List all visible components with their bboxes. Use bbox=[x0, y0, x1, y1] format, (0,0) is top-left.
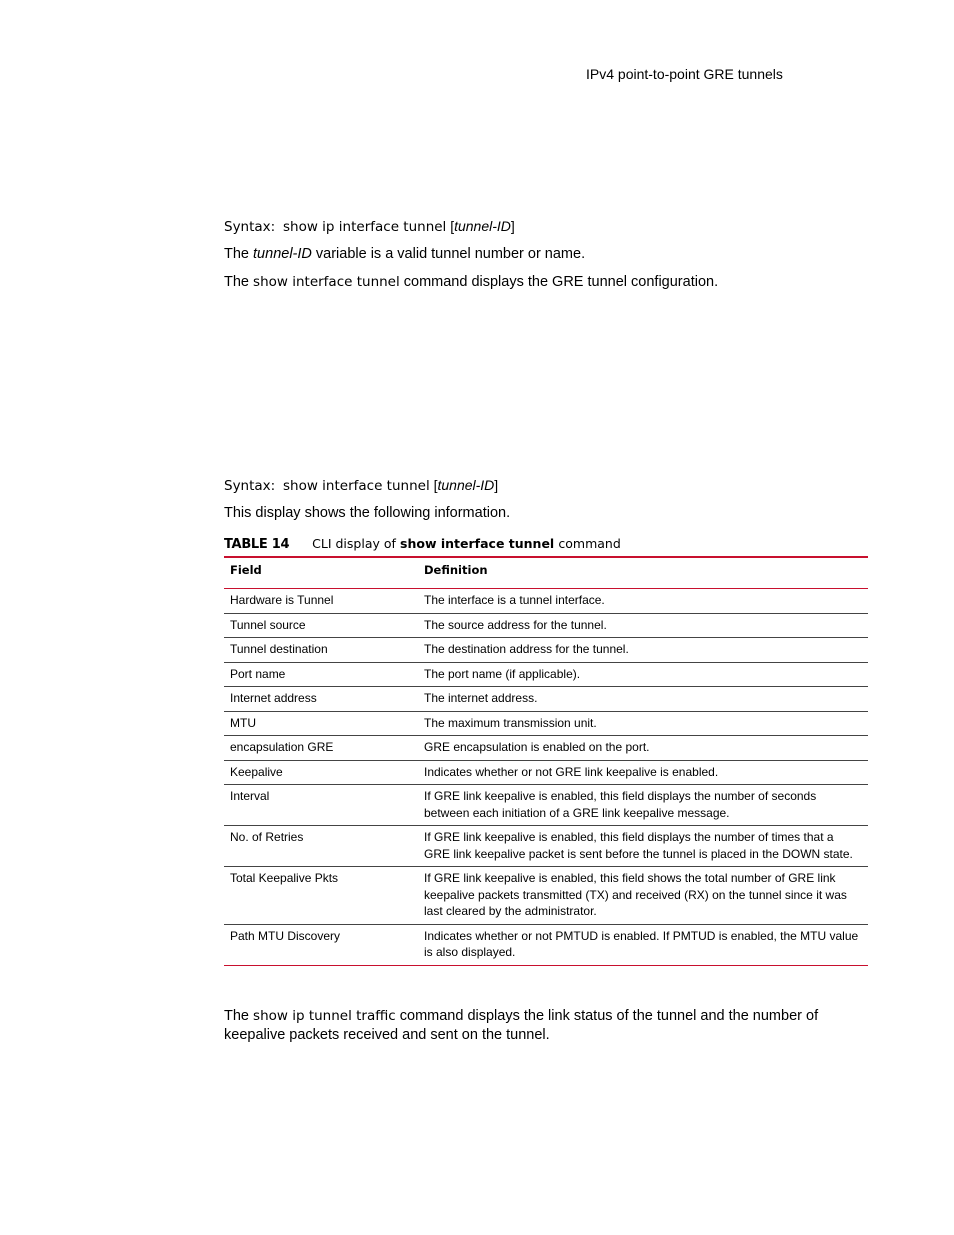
table-label: TABLE 14 bbox=[224, 537, 290, 552]
para-text: variable is a valid tunnel number or name. bbox=[315, 246, 586, 262]
header-field: Field bbox=[224, 557, 418, 589]
field-cell: MTU bbox=[224, 711, 418, 736]
definition-cell: Indicates whether or not GRE link keepalive is enabled. bbox=[418, 760, 868, 785]
definition-cell: The source address for the tunnel. bbox=[418, 613, 868, 638]
field-cell: Tunnel destination bbox=[224, 638, 418, 663]
syntax-bracket-close: ] bbox=[510, 218, 515, 234]
para-word: The bbox=[224, 274, 249, 290]
syntax-argument: tunnel-ID bbox=[437, 477, 495, 493]
syntax-bracket-close: ] bbox=[494, 477, 499, 493]
field-cell: Interval bbox=[224, 785, 418, 826]
para-text: command displays the link status of the tunnel and the number of keepalive packets received and sent on the tunnel. bbox=[224, 1008, 819, 1043]
syntax-command: show ip interface tunnel bbox=[283, 219, 447, 235]
definition-cell: The internet address. bbox=[418, 687, 868, 712]
section-header: IPv4 point-to-point GRE tunnels bbox=[586, 66, 783, 82]
definition-cell: If GRE link keepalive is enabled, this field displays the number of seconds between each initiation of a GRE link keepalive message. bbox=[418, 785, 868, 826]
table-row bbox=[224, 924, 868, 965]
table-row bbox=[224, 867, 868, 925]
field-cell: Port name bbox=[224, 662, 418, 687]
syntax-bracket-open: [ bbox=[450, 218, 455, 234]
table-row bbox=[224, 711, 868, 736]
para-word: The bbox=[224, 1008, 249, 1024]
paragraph-display-info: This display shows the following information. bbox=[224, 505, 511, 521]
caption-text-end: command bbox=[558, 536, 621, 551]
paragraph-show-interface-tunnel bbox=[224, 273, 864, 292]
syntax-argument: tunnel-ID bbox=[454, 218, 511, 234]
table-row bbox=[224, 638, 868, 663]
variable-name: tunnel-ID bbox=[253, 246, 312, 262]
caption-text: CLI display of bbox=[312, 536, 396, 551]
syntax-command: show interface tunnel bbox=[283, 478, 430, 494]
syntax-bracket-open: [ bbox=[433, 477, 438, 493]
para-text: command displays the GRE tunnel configuration. bbox=[403, 274, 719, 290]
caption-command: show interface tunnel bbox=[400, 536, 555, 551]
syntax-show-ip-interface-tunnel bbox=[224, 218, 515, 235]
paragraph-tunnel-id bbox=[224, 245, 864, 264]
para-word: The bbox=[224, 246, 249, 262]
paragraph-show-ip-tunnel-traffic bbox=[224, 1007, 864, 1045]
definition-cell: The interface is a tunnel interface. bbox=[418, 589, 868, 614]
definition-cell: The port name (if applicable). bbox=[418, 662, 868, 687]
command-name: show ip tunnel traffic bbox=[253, 1008, 396, 1024]
table-row bbox=[224, 613, 868, 638]
syntax-show-interface-tunnel bbox=[224, 477, 498, 494]
table-row bbox=[224, 785, 868, 826]
table-row bbox=[224, 662, 868, 687]
table-row bbox=[224, 760, 868, 785]
table-row bbox=[224, 736, 868, 761]
definition-cell: The destination address for the tunnel. bbox=[418, 638, 868, 663]
field-cell: Internet address bbox=[224, 687, 418, 712]
definition-cell: The maximum transmission unit. bbox=[418, 711, 868, 736]
field-cell: Tunnel source bbox=[224, 613, 418, 638]
definition-cell: If GRE link keepalive is enabled, this field displays the number of times that a GRE link keepalive packet is sent before the tunnel is placed in the DOWN state. bbox=[418, 826, 868, 867]
field-cell: No. of Retries bbox=[224, 826, 418, 867]
table-row bbox=[224, 589, 868, 614]
table-row bbox=[224, 687, 868, 712]
table-caption bbox=[224, 536, 621, 552]
definition-cell: GRE encapsulation is enabled on the port. bbox=[418, 736, 868, 761]
header-definition: Definition bbox=[418, 557, 868, 589]
table-row bbox=[224, 826, 868, 867]
definition-cell: Indicates whether or not PMTUD is enabled. If PMTUD is enabled, the MTU value is also displayed. bbox=[418, 924, 868, 965]
syntax-label: Syntax: bbox=[224, 219, 276, 235]
field-cell: encapsulation GRE bbox=[224, 736, 418, 761]
command-name: show interface tunnel bbox=[253, 274, 400, 290]
definition-table bbox=[224, 556, 868, 966]
field-cell: Total Keepalive Pkts bbox=[224, 867, 418, 925]
syntax-label: Syntax: bbox=[224, 478, 276, 494]
table-header-row bbox=[224, 557, 868, 589]
definition-cell: If GRE link keepalive is enabled, this field shows the total number of GRE link keepalive packets transmitted (TX) and received (RX) on the tunnel since it was last cleared by the administrator. bbox=[418, 867, 868, 925]
field-cell: Path MTU Discovery bbox=[224, 924, 418, 965]
field-cell: Hardware is Tunnel bbox=[224, 589, 418, 614]
field-cell: Keepalive bbox=[224, 760, 418, 785]
